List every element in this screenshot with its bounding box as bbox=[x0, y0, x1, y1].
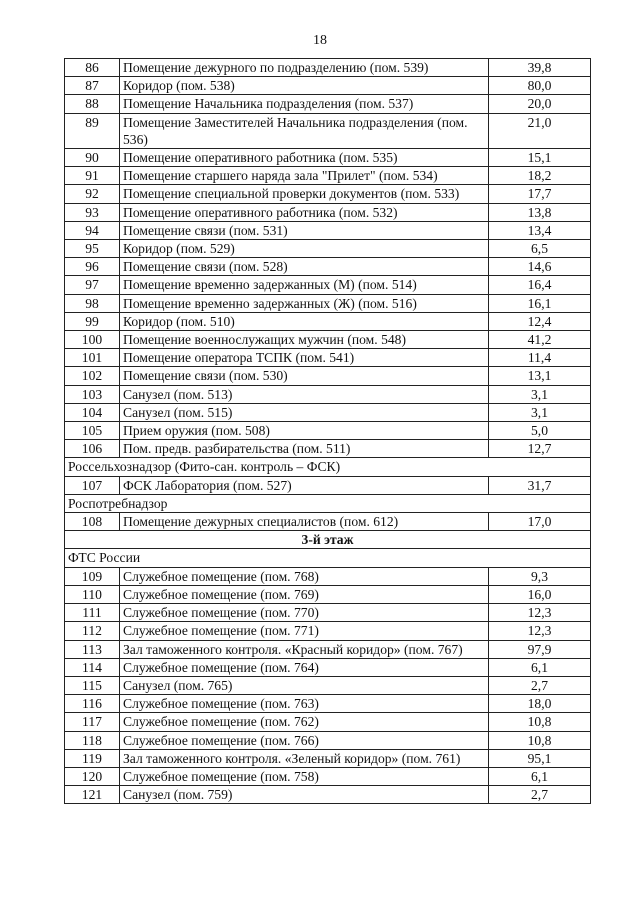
room-name: Помещение дежурного по подразделению (пом. 539) bbox=[120, 59, 489, 77]
room-area: 31,7 bbox=[489, 476, 591, 494]
table-row bbox=[65, 713, 591, 731]
rooms-table-body bbox=[65, 59, 591, 804]
table-row bbox=[65, 695, 591, 713]
row-number: 100 bbox=[65, 331, 120, 349]
row-number: 94 bbox=[65, 221, 120, 239]
row-number: 104 bbox=[65, 403, 120, 421]
room-name: Санузел (пом. 513) bbox=[120, 385, 489, 403]
room-name: Помещение оператора ТСПК (пом. 541) bbox=[120, 349, 489, 367]
section-label: Россельхознадзор (Фито-сан. контроль – ФСК) bbox=[65, 458, 591, 476]
table-row bbox=[65, 59, 591, 77]
table-row bbox=[65, 640, 591, 658]
room-area: 80,0 bbox=[489, 77, 591, 95]
table-row bbox=[65, 77, 591, 95]
room-area: 18,0 bbox=[489, 695, 591, 713]
row-number: 96 bbox=[65, 258, 120, 276]
floor-header-row bbox=[65, 531, 591, 549]
row-number: 106 bbox=[65, 440, 120, 458]
section-header-row bbox=[65, 549, 591, 567]
row-number: 113 bbox=[65, 640, 120, 658]
table-row bbox=[65, 513, 591, 531]
room-area: 10,8 bbox=[489, 713, 591, 731]
room-name: Санузел (пом. 515) bbox=[120, 403, 489, 421]
room-area: 97,9 bbox=[489, 640, 591, 658]
table-row bbox=[65, 622, 591, 640]
row-number: 88 bbox=[65, 95, 120, 113]
row-number: 99 bbox=[65, 312, 120, 330]
row-number: 95 bbox=[65, 240, 120, 258]
table-row bbox=[65, 240, 591, 258]
room-area: 6,1 bbox=[489, 767, 591, 785]
row-number: 103 bbox=[65, 385, 120, 403]
table-row bbox=[65, 440, 591, 458]
table-row bbox=[65, 786, 591, 804]
table-row bbox=[65, 476, 591, 494]
room-name: Коридор (пом. 538) bbox=[120, 77, 489, 95]
room-area: 95,1 bbox=[489, 749, 591, 767]
table-row bbox=[65, 203, 591, 221]
room-area: 11,4 bbox=[489, 349, 591, 367]
rooms-table bbox=[64, 58, 591, 804]
row-number: 108 bbox=[65, 513, 120, 531]
room-area: 17,0 bbox=[489, 513, 591, 531]
table-row bbox=[65, 585, 591, 603]
room-area: 20,0 bbox=[489, 95, 591, 113]
room-area: 13,4 bbox=[489, 221, 591, 239]
table-row bbox=[65, 658, 591, 676]
room-name: Помещение специальной проверки документов (пом. 533) bbox=[120, 185, 489, 203]
room-name: Помещение временно задержанных (Ж) (пом. 516) bbox=[120, 294, 489, 312]
room-name: Зал таможенного контроля. «Зеленый коридор» (пом. 761) bbox=[120, 749, 489, 767]
room-area: 18,2 bbox=[489, 167, 591, 185]
room-name: ФСК Лаборатория (пом. 527) bbox=[120, 476, 489, 494]
table-row bbox=[65, 604, 591, 622]
row-number: 89 bbox=[65, 113, 120, 148]
room-area: 39,8 bbox=[489, 59, 591, 77]
room-name: Служебное помещение (пом. 764) bbox=[120, 658, 489, 676]
room-area: 12,3 bbox=[489, 622, 591, 640]
room-area: 10,8 bbox=[489, 731, 591, 749]
row-number: 90 bbox=[65, 149, 120, 167]
room-name: Санузел (пом. 759) bbox=[120, 786, 489, 804]
room-name: Помещение связи (пом. 531) bbox=[120, 221, 489, 239]
room-name: Помещение дежурных специалистов (пом. 612) bbox=[120, 513, 489, 531]
room-area: 12,3 bbox=[489, 604, 591, 622]
room-area: 5,0 bbox=[489, 422, 591, 440]
table-row bbox=[65, 385, 591, 403]
page-number: 18 bbox=[313, 33, 327, 48]
room-name: Помещение связи (пом. 530) bbox=[120, 367, 489, 385]
room-area: 3,1 bbox=[489, 385, 591, 403]
room-name: Служебное помещение (пом. 766) bbox=[120, 731, 489, 749]
row-number: 86 bbox=[65, 59, 120, 77]
room-area: 17,7 bbox=[489, 185, 591, 203]
row-number: 101 bbox=[65, 349, 120, 367]
row-number: 109 bbox=[65, 567, 120, 585]
room-name: Помещение оперативного работника (пом. 532) bbox=[120, 203, 489, 221]
room-name: Помещение старшего наряда зала "Прилет" (пом. 534) bbox=[120, 167, 489, 185]
table-row bbox=[65, 185, 591, 203]
room-name: Санузел (пом. 765) bbox=[120, 676, 489, 694]
floor-label: 3-й этаж bbox=[65, 531, 591, 549]
room-area: 13,8 bbox=[489, 203, 591, 221]
row-number: 87 bbox=[65, 77, 120, 95]
room-name: Служебное помещение (пом. 770) bbox=[120, 604, 489, 622]
room-area: 2,7 bbox=[489, 676, 591, 694]
room-name: Помещение Начальника подразделения (пом. 537) bbox=[120, 95, 489, 113]
room-area: 12,4 bbox=[489, 312, 591, 330]
room-area: 13,1 bbox=[489, 367, 591, 385]
room-name: Пом. предв. разбирательства (пом. 511) bbox=[120, 440, 489, 458]
table-row bbox=[65, 367, 591, 385]
table-row bbox=[65, 95, 591, 113]
table-row bbox=[65, 349, 591, 367]
room-name: Помещение Заместителей Начальника подразделения (пом. 536) bbox=[120, 113, 489, 148]
room-name: Коридор (пом. 529) bbox=[120, 240, 489, 258]
table-row bbox=[65, 422, 591, 440]
row-number: 107 bbox=[65, 476, 120, 494]
row-number: 102 bbox=[65, 367, 120, 385]
room-name: Помещение военнослужащих мужчин (пом. 548) bbox=[120, 331, 489, 349]
row-number: 116 bbox=[65, 695, 120, 713]
row-number: 119 bbox=[65, 749, 120, 767]
row-number: 120 bbox=[65, 767, 120, 785]
table-row bbox=[65, 312, 591, 330]
section-label: ФТС России bbox=[65, 549, 591, 567]
room-area: 3,1 bbox=[489, 403, 591, 421]
table-row bbox=[65, 767, 591, 785]
row-number: 92 bbox=[65, 185, 120, 203]
room-area: 12,7 bbox=[489, 440, 591, 458]
room-name: Служебное помещение (пом. 769) bbox=[120, 585, 489, 603]
room-name: Служебное помещение (пом. 758) bbox=[120, 767, 489, 785]
section-header-row bbox=[65, 494, 591, 512]
row-number: 98 bbox=[65, 294, 120, 312]
table-row bbox=[65, 258, 591, 276]
room-area: 9,3 bbox=[489, 567, 591, 585]
row-number: 115 bbox=[65, 676, 120, 694]
row-number: 118 bbox=[65, 731, 120, 749]
row-number: 117 bbox=[65, 713, 120, 731]
row-number: 112 bbox=[65, 622, 120, 640]
room-area: 16,0 bbox=[489, 585, 591, 603]
table-row bbox=[65, 221, 591, 239]
table-row bbox=[65, 167, 591, 185]
room-name: Помещение оперативного работника (пом. 535) bbox=[120, 149, 489, 167]
room-area: 16,4 bbox=[489, 276, 591, 294]
room-area: 14,6 bbox=[489, 258, 591, 276]
table-row bbox=[65, 749, 591, 767]
row-number: 97 bbox=[65, 276, 120, 294]
room-name: Коридор (пом. 510) bbox=[120, 312, 489, 330]
table-row bbox=[65, 113, 591, 148]
room-name: Прием оружия (пом. 508) bbox=[120, 422, 489, 440]
section-label: Роспотребнадзор bbox=[65, 494, 591, 512]
room-area: 6,1 bbox=[489, 658, 591, 676]
table-row bbox=[65, 331, 591, 349]
section-header-row bbox=[65, 458, 591, 476]
room-area: 6,5 bbox=[489, 240, 591, 258]
room-area: 41,2 bbox=[489, 331, 591, 349]
table-row bbox=[65, 294, 591, 312]
row-number: 91 bbox=[65, 167, 120, 185]
room-area: 16,1 bbox=[489, 294, 591, 312]
room-name: Помещение временно задержанных (М) (пом. 514) bbox=[120, 276, 489, 294]
table-row bbox=[65, 149, 591, 167]
table-row bbox=[65, 403, 591, 421]
room-area: 2,7 bbox=[489, 786, 591, 804]
row-number: 111 bbox=[65, 604, 120, 622]
room-area: 15,1 bbox=[489, 149, 591, 167]
room-name: Служебное помещение (пом. 763) bbox=[120, 695, 489, 713]
room-area: 21,0 bbox=[489, 113, 591, 148]
row-number: 114 bbox=[65, 658, 120, 676]
row-number: 93 bbox=[65, 203, 120, 221]
table-row bbox=[65, 731, 591, 749]
room-name: Зал таможенного контроля. «Красный коридор» (пом. 767) bbox=[120, 640, 489, 658]
row-number: 105 bbox=[65, 422, 120, 440]
table-row bbox=[65, 676, 591, 694]
room-name: Служебное помещение (пом. 762) bbox=[120, 713, 489, 731]
row-number: 121 bbox=[65, 786, 120, 804]
room-name: Помещение связи (пом. 528) bbox=[120, 258, 489, 276]
room-name: Служебное помещение (пом. 768) bbox=[120, 567, 489, 585]
table-row bbox=[65, 276, 591, 294]
table-row bbox=[65, 567, 591, 585]
room-name: Служебное помещение (пом. 771) bbox=[120, 622, 489, 640]
row-number: 110 bbox=[65, 585, 120, 603]
